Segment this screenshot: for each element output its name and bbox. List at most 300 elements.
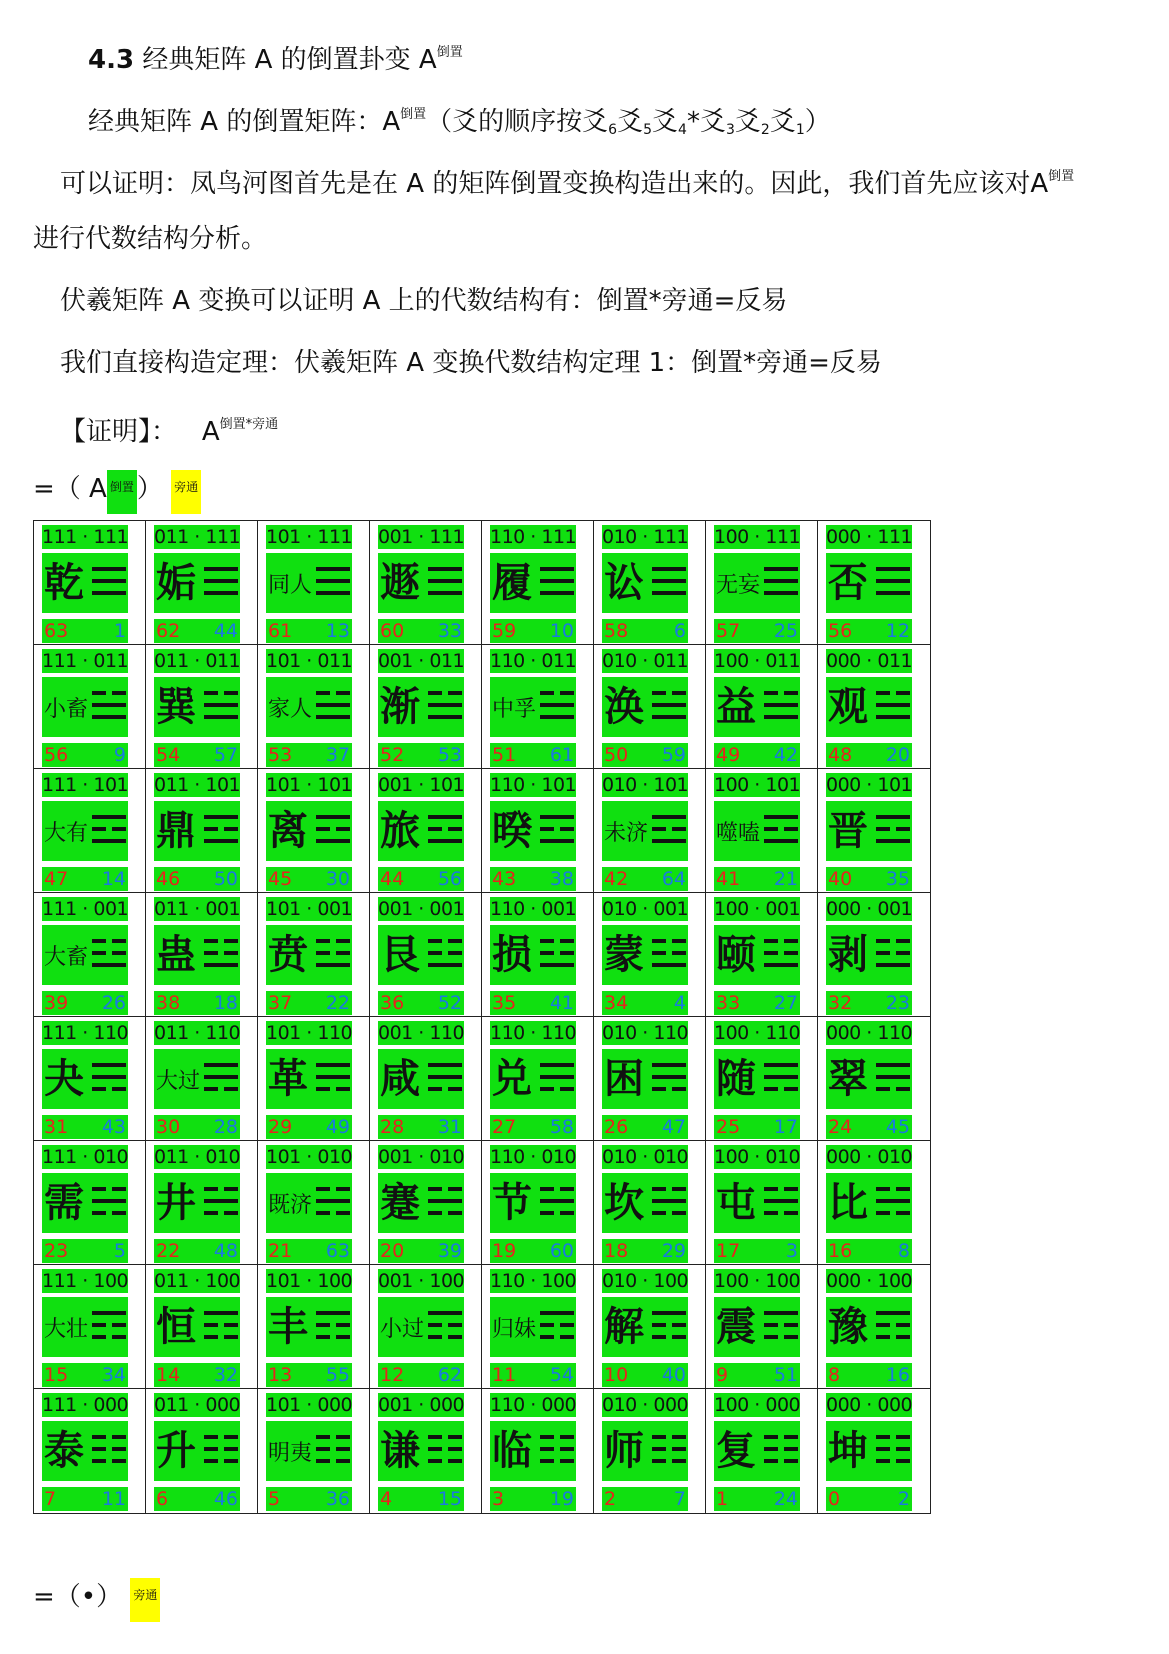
- yin-line-icon: [224, 951, 238, 955]
- equation-2: [33, 1580, 160, 1628]
- yang-line-icon: [540, 839, 574, 843]
- binary-index: 29: [268, 1116, 293, 1138]
- hexagram-main: [42, 801, 128, 861]
- hexagram-name: 丰: [268, 1304, 308, 1350]
- hexagram-name: 夬: [44, 1056, 84, 1102]
- proof-label: 【证明】：: [60, 417, 178, 447]
- hexagram-main: [154, 1297, 240, 1357]
- yang-line-icon: [540, 1311, 574, 1315]
- hexagram-code: 001 · 101: [378, 774, 464, 796]
- yin-line-icon: [224, 939, 238, 943]
- hexagram-name: 渐: [380, 684, 420, 730]
- yin-line-icon: [876, 939, 890, 943]
- hexagram-code: 011 · 011: [154, 650, 240, 672]
- yang-line-icon: [540, 1199, 574, 1203]
- trigram-icon: [92, 1187, 126, 1219]
- yin-line-icon: [448, 1459, 462, 1463]
- definition-close: ）: [804, 107, 831, 137]
- yin-line-icon: [560, 951, 574, 955]
- yang-line-icon: [428, 715, 462, 719]
- binary-index: 0: [828, 1488, 841, 1510]
- trigram-icon: [764, 1311, 798, 1343]
- hexagram-cell: [706, 521, 818, 645]
- yang-line-icon: [92, 815, 126, 819]
- yin-line-icon: [448, 1447, 462, 1451]
- yang-line-icon: [652, 579, 686, 583]
- yang-line-icon: [876, 839, 910, 843]
- yin-line-icon: [652, 939, 666, 943]
- kingwen-number: 51: [773, 1364, 798, 1386]
- yin-line-icon: [112, 951, 126, 955]
- hexagram-numbers: [154, 1487, 240, 1511]
- yin-line-icon: [204, 1087, 218, 1091]
- yang-line-icon: [316, 567, 350, 571]
- kingwen-number: 37: [325, 744, 350, 766]
- hexagram-code: 101 · 001: [266, 898, 352, 920]
- hexagram-cell: [370, 521, 482, 645]
- kingwen-number: 47: [661, 1116, 686, 1138]
- hexagram-main: [266, 677, 352, 737]
- yin-line-icon: [92, 939, 106, 943]
- hexagram-code: 111 · 110: [42, 1022, 128, 1044]
- hexagram-name: 小过: [380, 1317, 425, 1342]
- hexagram-code: 101 · 100: [266, 1270, 352, 1292]
- hexagram-code: 111 · 111: [42, 526, 128, 548]
- binary-index: 10: [604, 1364, 629, 1386]
- yin-line-icon: [428, 827, 442, 831]
- yin-line-icon: [876, 1211, 890, 1215]
- yin-line-icon: [652, 1323, 666, 1327]
- hexagram-cell: [482, 893, 594, 1017]
- hexagram-code: 110 · 010: [490, 1146, 576, 1168]
- binary-index: 61: [268, 620, 293, 642]
- yin-line-icon: [112, 1459, 126, 1463]
- trigram-icon: [428, 1435, 462, 1467]
- trigram-icon: [876, 691, 910, 723]
- yang-line-icon: [316, 815, 350, 819]
- trigram-icon: [764, 1063, 798, 1095]
- hexagram-name: 剥: [828, 932, 868, 978]
- yin-line-icon: [896, 691, 910, 695]
- kingwen-number: 6: [673, 620, 686, 642]
- yin-line-icon: [336, 1335, 350, 1339]
- yang-line-icon: [764, 963, 798, 967]
- hexagram-main: [378, 801, 464, 861]
- yin-line-icon: [896, 1211, 910, 1215]
- hexagram-cell: [258, 769, 370, 893]
- binary-index: 18: [604, 1240, 629, 1262]
- hexagram-main: [602, 1173, 688, 1233]
- binary-index: 23: [44, 1240, 69, 1262]
- yang-line-icon: [540, 591, 574, 595]
- hexagram-name: 咸: [380, 1056, 420, 1102]
- hexagram-main: [154, 925, 240, 985]
- yin-line-icon: [92, 1087, 106, 1091]
- yin-line-icon: [560, 1087, 574, 1091]
- hexagram-main: [490, 925, 576, 985]
- hexagram-numbers: [602, 867, 688, 891]
- hexagram-name: 颐: [716, 932, 756, 978]
- yin-line-icon: [896, 1335, 910, 1339]
- hexagram-name: 革: [268, 1056, 308, 1102]
- yin-line-icon: [560, 939, 574, 943]
- hexagram-code: 001 · 110: [378, 1022, 464, 1044]
- yang-line-icon: [876, 1063, 910, 1067]
- hexagram-name: 蹇: [380, 1180, 420, 1226]
- trigram-icon: [428, 567, 462, 599]
- hexagram-numbers: [154, 743, 240, 767]
- binary-index: 4: [380, 1488, 393, 1510]
- binary-index: 32: [828, 992, 853, 1014]
- yang-line-icon: [316, 591, 350, 595]
- hexagram-name: 益: [716, 684, 756, 730]
- binary-index: 56: [828, 620, 853, 642]
- hexagram-code: 011 · 001: [154, 898, 240, 920]
- trigram-icon: [204, 691, 238, 723]
- hexagram-name: 否: [828, 560, 868, 606]
- yin-line-icon: [560, 1447, 574, 1451]
- yin-line-icon: [204, 1459, 218, 1463]
- hexagram-numbers: [154, 1239, 240, 1263]
- hexagram-cell: [818, 1017, 930, 1141]
- hexagram-main: [602, 1421, 688, 1481]
- yang-line-icon: [652, 1199, 686, 1203]
- trigram-icon: [876, 1187, 910, 1219]
- binary-index: 54: [156, 744, 181, 766]
- yang-line-icon: [764, 1063, 798, 1067]
- hexagram-cell: [482, 1017, 594, 1141]
- section-heading: [88, 36, 463, 77]
- yin-line-icon: [540, 1323, 554, 1327]
- kingwen-number: 33: [437, 620, 462, 642]
- kingwen-number: 49: [325, 1116, 350, 1138]
- trigram-icon: [316, 1187, 350, 1219]
- yin-line-icon: [448, 1211, 462, 1215]
- yin-line-icon: [672, 827, 686, 831]
- paragraph-1: [60, 160, 1074, 201]
- hexagram-main: [826, 1173, 912, 1233]
- hexagram-cell: [594, 645, 706, 769]
- yin-line-icon: [876, 1323, 890, 1327]
- hexagram-main: [42, 1421, 128, 1481]
- yang-line-icon: [92, 1311, 126, 1315]
- hexagram-cell: [146, 893, 258, 1017]
- yang-line-icon: [764, 839, 798, 843]
- yin-line-icon: [336, 951, 350, 955]
- yin-line-icon: [540, 691, 554, 695]
- yin-line-icon: [784, 1187, 798, 1191]
- binary-index: 43: [492, 868, 517, 890]
- kingwen-number: 5: [113, 1240, 126, 1262]
- yang-line-icon: [204, 703, 238, 707]
- hexagram-code: 010 · 000: [602, 1394, 688, 1416]
- binary-index: 7: [44, 1488, 57, 1510]
- kingwen-number: 38: [549, 868, 574, 890]
- trigram-icon: [428, 815, 462, 847]
- hexagram-code: 101 · 000: [266, 1394, 352, 1416]
- yin-line-icon: [428, 1459, 442, 1463]
- yin-line-icon: [540, 1211, 554, 1215]
- kingwen-number: 15: [437, 1488, 462, 1510]
- yin-line-icon: [336, 827, 350, 831]
- kingwen-number: 24: [773, 1488, 798, 1510]
- trigram-icon: [876, 1311, 910, 1343]
- hexagram-main: [826, 677, 912, 737]
- hexagram-code: 111 · 000: [42, 1394, 128, 1416]
- hexagram-cell: [370, 893, 482, 1017]
- hexagram-main: [266, 925, 352, 985]
- hexagram-code: 100 · 001: [714, 898, 800, 920]
- hexagram-code: 001 · 001: [378, 898, 464, 920]
- definition-line: [88, 98, 831, 147]
- hexagram-code: 111 · 001: [42, 898, 128, 920]
- hexagram-main: [266, 553, 352, 613]
- hexagram-code: 001 · 111: [378, 526, 464, 548]
- hexagram-numbers: [714, 867, 800, 891]
- hexagram-name: 贲: [268, 932, 308, 978]
- hexagram-code: 100 · 111: [714, 526, 800, 548]
- yin-line-icon: [204, 1323, 218, 1327]
- hexagram-name: 噬嗑: [716, 821, 761, 846]
- kingwen-number: 61: [549, 744, 574, 766]
- binary-index: 31: [44, 1116, 69, 1138]
- binary-index: 57: [716, 620, 741, 642]
- hexagram-main: [602, 1297, 688, 1357]
- trigram-icon: [316, 1311, 350, 1343]
- yang-line-icon: [428, 1199, 462, 1203]
- yin-line-icon: [652, 1447, 666, 1451]
- hexagram-cell: [818, 521, 930, 645]
- yin-line-icon: [224, 691, 238, 695]
- hexagram-numbers: [378, 743, 464, 767]
- binary-index: 15: [44, 1364, 69, 1386]
- inversion-box: 倒置: [107, 470, 137, 514]
- hexagram-numbers: [42, 619, 128, 643]
- trigram-icon: [316, 1435, 350, 1467]
- kingwen-number: 25: [773, 620, 798, 642]
- hexagram-cell: [258, 1141, 370, 1265]
- yang-line-icon: [92, 591, 126, 595]
- yin-line-icon: [784, 827, 798, 831]
- yin-line-icon: [672, 951, 686, 955]
- kingwen-number: 14: [101, 868, 126, 890]
- yin-line-icon: [336, 1323, 350, 1327]
- hexagram-cell: [370, 769, 482, 893]
- binary-index: 35: [492, 992, 517, 1014]
- trigram-icon: [764, 567, 798, 599]
- hexagram-numbers: [602, 991, 688, 1015]
- yin-line-icon: [92, 827, 106, 831]
- proof-a: A: [201, 417, 220, 447]
- yao-1: 爻: [617, 107, 644, 137]
- sub-2: 2: [760, 122, 770, 138]
- yin-line-icon: [92, 1447, 106, 1451]
- yang-line-icon: [316, 963, 350, 967]
- yang-line-icon: [92, 963, 126, 967]
- definition-sup: 倒置: [400, 107, 427, 122]
- yang-line-icon: [764, 1311, 798, 1315]
- hexagram-name: 蒙: [604, 932, 644, 978]
- binary-index: 5: [268, 1488, 281, 1510]
- kingwen-number: 16: [885, 1364, 910, 1386]
- kingwen-number: 50: [213, 868, 238, 890]
- hexagram-code: 110 · 100: [490, 1270, 576, 1292]
- sub-1: 1: [795, 122, 805, 138]
- binary-index: 21: [268, 1240, 293, 1262]
- kingwen-number: 53: [437, 744, 462, 766]
- hexagram-name: 震: [716, 1304, 756, 1350]
- yin-line-icon: [540, 827, 554, 831]
- kingwen-number: 10: [549, 620, 574, 642]
- yin-line-icon: [764, 1447, 778, 1451]
- hexagram-cell: [370, 1141, 482, 1265]
- definition-order-text: （爻的顺序按爻: [426, 107, 609, 137]
- hexagram-code: 001 · 010: [378, 1146, 464, 1168]
- binary-index: 9: [716, 1364, 729, 1386]
- binary-index: 47: [44, 868, 69, 890]
- yin-line-icon: [560, 1335, 574, 1339]
- binary-index: 13: [268, 1364, 293, 1386]
- yang-line-icon: [92, 703, 126, 707]
- yang-line-icon: [316, 715, 350, 719]
- binary-index: 59: [492, 620, 517, 642]
- hexagram-numbers: [714, 1487, 800, 1511]
- hexagram-name: 师: [604, 1428, 644, 1474]
- kingwen-number: 45: [885, 1116, 910, 1138]
- yin-line-icon: [652, 1435, 666, 1439]
- yin-line-icon: [336, 1087, 350, 1091]
- yin-line-icon: [316, 1211, 330, 1215]
- hexagram-code: 011 · 110: [154, 1022, 240, 1044]
- yin-line-icon: [204, 939, 218, 943]
- kingwen-number: 23: [885, 992, 910, 1014]
- hexagram-numbers: [714, 1239, 800, 1263]
- hexagram-cell: [34, 1141, 146, 1265]
- equation-1: [33, 472, 201, 520]
- yang-line-icon: [316, 1311, 350, 1315]
- yao-4: 爻: [734, 107, 761, 137]
- yang-line-icon: [92, 567, 126, 571]
- hexagram-cell: [34, 893, 146, 1017]
- hexagram-numbers: [42, 1115, 128, 1139]
- hexagram-main: [490, 677, 576, 737]
- hexagram-cell: [818, 769, 930, 893]
- hexagram-cell: [34, 1265, 146, 1389]
- yang-line-icon: [428, 567, 462, 571]
- yin-line-icon: [764, 951, 778, 955]
- yin-line-icon: [336, 939, 350, 943]
- yang-line-icon: [316, 579, 350, 583]
- hexagram-main: [602, 925, 688, 985]
- hexagram-cell: [818, 1265, 930, 1389]
- binary-index: 39: [44, 992, 69, 1014]
- yin-line-icon: [316, 951, 330, 955]
- yin-line-icon: [316, 1459, 330, 1463]
- hexagram-name: 晋: [828, 808, 868, 854]
- section-title-sup: 倒置: [436, 45, 463, 60]
- hexagram-main: [42, 1173, 128, 1233]
- hexagram-cell: [482, 1141, 594, 1265]
- yin-line-icon: [876, 1087, 890, 1091]
- hexagram-main: [490, 801, 576, 861]
- yin-line-icon: [672, 1335, 686, 1339]
- yang-line-icon: [428, 839, 462, 843]
- yin-line-icon: [224, 1435, 238, 1439]
- yin-line-icon: [336, 1447, 350, 1451]
- kingwen-number: 1: [113, 620, 126, 642]
- hexagram-cell: [594, 769, 706, 893]
- hexagram-cell: [258, 645, 370, 769]
- hexagram-main: [714, 1049, 800, 1109]
- hexagram-code: 011 · 101: [154, 774, 240, 796]
- yin-line-icon: [112, 691, 126, 695]
- yin-line-icon: [204, 827, 218, 831]
- yang-line-icon: [92, 715, 126, 719]
- hexagram-code: 011 · 010: [154, 1146, 240, 1168]
- hexagram-code: 100 · 010: [714, 1146, 800, 1168]
- hexagram-cell: [258, 521, 370, 645]
- yin-line-icon: [896, 951, 910, 955]
- yin-line-icon: [204, 1211, 218, 1215]
- hexagram-main: [602, 801, 688, 861]
- hexagram-numbers: [42, 991, 128, 1015]
- yin-line-icon: [428, 1323, 442, 1327]
- hexagram-cell: [818, 645, 930, 769]
- hexagram-numbers: [266, 1487, 352, 1511]
- yin-line-icon: [876, 1447, 890, 1451]
- hexagram-main: [378, 1049, 464, 1109]
- yin-line-icon: [224, 1211, 238, 1215]
- yin-line-icon: [784, 1435, 798, 1439]
- trigram-icon: [92, 1435, 126, 1467]
- kingwen-number: 39: [437, 1240, 462, 1262]
- yin-line-icon: [204, 951, 218, 955]
- yang-line-icon: [652, 1063, 686, 1067]
- yin-line-icon: [448, 951, 462, 955]
- kingwen-number: 26: [101, 992, 126, 1014]
- binary-index: 2: [604, 1488, 617, 1510]
- hexagram-name: 大有: [44, 821, 89, 846]
- yang-line-icon: [540, 703, 574, 707]
- sub-3: 3: [725, 122, 735, 138]
- paragraph-3: 我们直接构造定理：伏羲矩阵 A 变换代数结构定理 1：倒置*旁通=反易: [60, 348, 882, 378]
- yin-line-icon: [224, 1459, 238, 1463]
- yin-line-icon: [92, 1435, 106, 1439]
- hexagram-name: 比: [828, 1180, 868, 1226]
- hexagram-numbers: [378, 1487, 464, 1511]
- yin-line-icon: [784, 1335, 798, 1339]
- kingwen-number: 30: [325, 868, 350, 890]
- hexagram-cell: [706, 645, 818, 769]
- hexagram-cell: [146, 1389, 258, 1513]
- yin-line-icon: [784, 939, 798, 943]
- hexagram-main: [42, 1049, 128, 1109]
- hexagram-name: 乾: [44, 560, 84, 606]
- kingwen-number: 17: [773, 1116, 798, 1138]
- hexagram-code: 111 · 100: [42, 1270, 128, 1292]
- yin-line-icon: [652, 1335, 666, 1339]
- yin-line-icon: [896, 1187, 910, 1191]
- hexagram-code: 100 · 110: [714, 1022, 800, 1044]
- yin-line-icon: [112, 1211, 126, 1215]
- hexagram-numbers: [602, 743, 688, 767]
- yin-line-icon: [540, 951, 554, 955]
- hexagram-numbers: [490, 1487, 576, 1511]
- yang-line-icon: [652, 1075, 686, 1079]
- yin-line-icon: [224, 1323, 238, 1327]
- trigram-icon: [92, 939, 126, 971]
- hexagram-numbers: [826, 619, 912, 643]
